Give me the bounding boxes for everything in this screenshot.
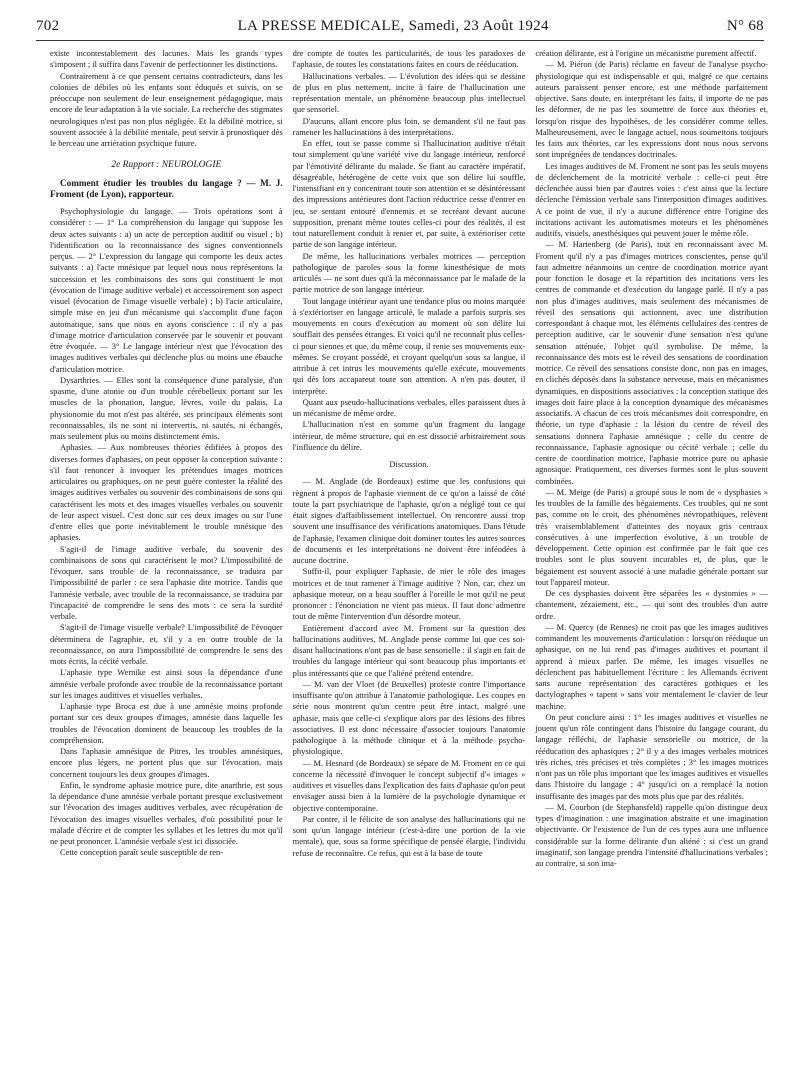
paragraph: Cette conception paraît seule susceptible de ren- [60,847,224,858]
journal-title: LA PRESSE MEDICALE, Samedi, 23 Août 1924 [237,18,549,34]
paragraph: — M. van der Vloet (de Bruxelles) proteste contre l'importance insuffisante qu'on attribue à l'anatomie pathologique. Les coupes en série nous montrent qu'un centre peut être intact, malgré une aphasie, mais que celle-ci s'explique alors par des lésions des fibres associatives. Il est donc nécessaire d'associer toujours l'anatomie pathologique à la méthode clinique et à la méthode psycho-physiologique. [292,678,526,757]
issue-number: N° 68 [726,18,764,34]
paragraph: — M. Hesnard (de Bordeaux) se sépare de M. Froment en ce qui concerne la nécessité d'invoquer le concept subjectif d'« images » auditives et visuelles dans l'explication des faits d'aphasie qu'on peut envisager aussi bien à la lumière de la psychologie dynamique et objective contemporaine. [292,757,526,813]
paragraph: De même, les hallucinations verbales motrices — perception pathologique de paroles sous la forme kinesthésique de mots articulés — ne sont dues qu'à la méconnaissance par le malade de la partie motrice de son langage intérieur. [292,250,526,295]
paragraph: — M. Meige (de Paris) a groupé sous le nom de « dysphasies » les troubles de la famille des bégaiements. Ces troubles, qui ne sont pas, comme on le croit, des phénomènes névropathiques, relèvent très vraisemblablement d'atteintes des noyaux gris centraux consécutives à une imperfection évolutive, à un trouble de développement. Cette opinion est confirmée par le fait que ces troubles sont le plus souvent incurables et, de plus, que le bégaiement est souvent associé à une maladie générale portant sur tout l'appareil moteur. [535,486,768,587]
paragraph: S'agit-il de l'image auditive verbale, du souvenir des combinaisons de sons qui caractérisent le mot? L'impossibilité de l'évoquer, sans trouble de la reconnaissance, se traduira par l'impossibilité de parler : ce sera l'aphasie dite motrice. Tandis que l'amnésie verbale, avec trouble de la reconnaissance, se traduira par l'incapacité de comprendre le sens des mots : ce sera la surdité verbale. [50,543,283,621]
paragraph: S'agit-il de l'image visuelle verbale? L'impossibilité de l'évoquer déterminera de l'agraphie, et, s'il y a en outre trouble de la reconnaissance, on aura l'impossibilité de comprendre le sens des mots écrits, la cécité verbale. [50,622,283,666]
paragraph: On peut conclure ainsi : 1° les images auditives et visuelles ne jouent qu'un rôle contingent dans l'histoire du langage courant, du langage réfléchi, de l'aphasie sensorielle ou motrice, de la rééducation des aphasiques ; 2° il y a des images verbales motrices très riches, très précises et très complètes ; 3° les images motrices n'ont pas un rôle plus important que les images auditives et visuelles dans l'histoire du langage ; 4° jusqu'ici on a remplacé la notion insuffisante des images par des mots plus que par des réalités. [535,711,768,801]
column-2 [293,48,526,1072]
paragraph: De ces dysphasies doivent être séparées les « dystomies » — chantement, zézaiement, etc., — qui sont des troubles d'un autre ordre. [535,588,768,621]
paragraph: — M. Piéron (de Paris) réclame en faveur de l'analyse psycho-physiologique qui est indispensable et qui, malgré ce que certains auteurs paraissent penser encore, est une méthode parfaitement objective. Sans doute, en interprétant les faits, il importe de ne pas les déformer, de ne pas les soumettre de force aux théories et, lorsqu'on risque des hypothèses, de les considérer comme telles. Malheureusement, avec le langage actuel, nous soumettons toujours les faits aux théories, car les expressions dont nous nous servons sont imprégnées de tendances doctrinales. [535,59,768,160]
section-heading: 2e Rapport : NEUROLOGIE [111,160,222,171]
paragraph: Aphasies. — Aux nombreuses théories édifiées à propos des diverses formes d'aphasies, on peut opposer la conception suivante : s'il faut renoncer à invoquer les prétendues images motrices articulaires ou graphiques, on ne peut guère contester la réalité des images auditives verbales ou souvenir des combinaisons de sons qui caractérisent les mots et des images visuelles verbales ou souvenir de leur aspect visuel. C'est donc sur ces deux images ou sur l'une d'entre elles que porte inévitablement le trouble mnésique des aphasies. [50,442,283,543]
paragraph: — M. Hartenberg (de Paris), tout en reconnaissant avec M. Froment qu'il n'y a pas d'images motrices conscientes, pense qu'il faut admettre néanmoins un centre de coordination motrice ayant pour fonction le dosage et la répartition des incitations vers les centres de commande et d'exécution du langage parlé. Il n'y a pas non plus d'images auditives, mais seulement des mécanismes de réveil des sensations qui actionnent, avec une distribution correspondant à chaque mot, les éléments cellulaires des centres de perception auditive, car le souvenir d'une sensation n'est qu'une sensation atténuée, l'objet qu'il symbolise. De même, la reconnaissance des mots est le réveil des sensations de coordination motrice. Ce réveil des sensations consiste donc, non pas en images, en clichés déposés dans la substance nerveuse, mais en mécanismes dynamiques, en dispositions associatives : la conception statique des images doit faire place à la conception dynamique des mécanismes associatifs. A chacun de ces trois mécanismes doit correspondre, en théorie, un type d'aphasie : la lésion du centre de réveil des sensations donnera l'aphasie amnésique ; celle du centre de reconnaissance, l'aphasie agnosique ou cécité verbale ; celle du centre de coordination motrice, l'aphasie motrice pure ou aphasie agnosique. Pratiquement, ces diverses formes sont le plus souvent combinées. [535,239,768,486]
paragraph: — M. Courbon (de Stephansfeld) rappelle qu'on distingue deux types d'imagination : une imagination abstraite et une imagination objectivante. Or l'existence de l'un de ces types aura une influence considérable sur la forme délirante d'un aliéné : si c'est un grand imaginatif, son langage prendra l'intensité d'hallucinations verbales ; au contraire, si son ima- [535,801,768,868]
paragraph: D'aucuns, allant encore plus loin, se demandent s'il ne faut pas ramener les hallucinations à des interprétations. [292,115,526,137]
page-number: 702 [36,18,60,34]
report-title: Comment étudier les troubles du langage ? — M. J. Froment (de Lyon), rapporteur. [50,177,283,199]
paragraph: Hallucinations verbales. — L'évolution des idées qui se dessine de plus en plus nettement, incite à faire de l'hallucination une représentation mentale, un phénomène beaucoup plus intellectuel que sensoriel. [292,70,526,115]
column-3 [535,48,768,1072]
paragraph: — M. Quercy (de Rennes) ne croit pas que les images auditives commandent les mouvements d'articulation : lorsqu'on rééduque un aphasique, on ne lui rend pas d'images auditives et pourtant il apprend à mieux parler. De même, les images visuelles ne déclenchent pas habituellement l'écriture : les Allemands écrivent sans aucune représentation des caractères gothiques et les dactylographes « tapent » sans voir mentalement le clavier de leur machine. [535,621,768,711]
paragraph: Tout langage intérieur ayant une tendance plus ou moins marquée à s'extérioriser en langage articulé, le malade a parfois surpris ses mouvements en cours d'exécution au moment où son délire lui soufflait des pensées étranges. Et voici qu'il ne reconnaît plus celles-ci pour siennes et que, du même coup, il renie ses mouvements eux-mêmes. Se croyant possédé, et croyant quelqu'un sous sa langue, il attribue à cet intrus les mouvements qu'elle exécute, mouvements qui dès lors accapareut toute son attention. A n'en pas douter, il interprète. [292,295,526,396]
paragraph: Dysarthries. — Elles sont la conséquence d'une paralysie, d'un spasme, d'une atonie ou d'un trouble cérébelleux portant sur les muscles de la phonation, langue, lèvres, voile du palais, La physionomie du mot n'est pas altérée, ses principaux éléments sont reconnaissables, ils ne sont ni intervertis, ni sautés, ni échangés, mais seulement plus ou moins distinctement émis. [50,374,283,441]
column-1 [50,48,283,1072]
paragraph: L'hallucination n'est en somme qu'un fragment du langage intérieur, de même structure, qui en est dissocié arbitrairement sous l'influence du délire. [292,419,526,452]
paragraph: L'aphasie type Wernike est ainsi sous la dépendance d'une amnésie verbale profonde avec trouble de la reconnaissance portant sur les images auditives et visuelles verbales. [50,667,283,700]
discussion-heading: Discussion. [389,459,429,469]
paragraph: En effet, tout se passe comme si l'hallucination auditive n'était tout simplement qu'une variété vive du langage intérieur, renforcé par l'émotivité délirante du malade. Se fiant au caractère impératif, désagréable, hétérogène de cette voix que son délire lui souffle, l'intensifiant en y concentrant toute son attention et se désintéressant des impressions antérieures dont l'action réductrice cesse d'entrer en jeu, se sentant entouré d'ennemis et se recréant devant aucune supposition, prenant même toutes celles-ci pour des réalités, il est tout naturellement conduit à renier et, par suite, à extérioriser cette partie de son langage intérieur. [292,138,526,250]
paragraph: Dans l'aphasie amnésique de Pitres, les troubles amnésiques, encore plus légers, ne portent plus que sur l'évocation, mais concernent toujours les deux groupes d'images. [50,746,283,779]
paragraph: dre compte de toutes les particularités, de tous les paradoxes de l'aphasie, de toutes les constatations faites en cours de rééducation. [292,48,526,70]
paragraph: Contrairement à ce que pensent certains contradicteurs, dans les colonies de débiles où les enfants sont éduqués et suivis, on se préoccupe non seulement de leur enseignement pédagogique, mais encore de leur adaptation à la vie sociale. La recherche des stigmates neurologiques n'est pas non plus négligée. Et la débilité motrice, si souvent associée à la débilité mentale, peut servir à pronostiquer dès le berceau une arriération psychique future. [50,70,283,148]
paragraph: Par contre, il le félicite de son analyse des hallucinations qui ne sont qu'un langage intérieur (c'est-à-dire une portion de la vie mentale), que, sous sa forme spécifique de pensée élargie, l'individu refuse de reconnaître. Ce refus, qui est à la base de toute [292,813,526,858]
paragraph: Suffit-il, pour expliquer l'aphasie, de nier le rôle des images motrices et de tout ramener à l'image auditive ? Non, car, chez un aphasique moteur, on a beau souffler à l'oreille le mot qu'il ne peut prononcer : l'énonciation ne vient pas mieux. Il faut donc admettre tout de même l'intervention d'un désordre moteur. [292,566,526,622]
article-columns [50,48,768,1072]
paragraph: Enfin, le syndrome aphasie motrice pure, dite anarthrie, est sous la dépendance d'une amnésie verbale portant presque exclusivement sur l'évocation des images auditives verbales, avec récupération de l'évocation des images visuelles verbales, d'où possibilité pour le malade d'écrire et de compter les syllabes et les lettres du mot qu'il ne peut prononcer. L'amnésie verbale s'est ici dissociée. [50,779,283,846]
paragraph: L'aphasie type Broca est due à une amnésie moins profonde portant sur ces deux groupes d'images, amnésie dans laquelle les troubles de l'évocation dominent de beaucoup les troubles de la compréhension. [50,701,283,745]
paragraph: Psychophysiologie du langage. — Trois opérations sont à considérer : — 1° La compréhension du langage qui suppose les deux actes suivants : a) un acte de perception auditif ou visuel ; b) l'identification ou la reconnaissance des signes conventionnels perçus. — 2° L'expression du langage qui comporte les deux actes suivants : a) l'acte mnésique par lequel nous nous représentons la succession et les combinaisons des sons qui constituent le mot (évocation de l'image auditive verbale) et accessoirement son aspect visuel (évocation de l'image visuelle verbale) ; b) l'acte articulaire, simple mise en jeu d'un mécanisme qui s'accomplit d'une façon automatique, sans que nous en ayons conscience : il n'y a pas d'image motrice d'articulation conservée par le souvenir et pouvant être évoquée. — 3° Le langage intérieur n'est que l'évocation des images auditives verbales qui déclenche plus ou moins une ébauche d'articulation motrice. [50,206,283,374]
paragraph: Quant aux pseudo-hallucinations verbales, elles paraissent dues à un mécanisme de même ordre. [292,396,526,418]
paragraph: existe incontestablement des lacunes. Mais les grands types s'imposent ; il suffira dans l'avenir de perfectionner les distinctions. [50,48,283,70]
paragraph: Les images auditives de M. Froment ne sont pas les seuls moyens de déclenchement de la motricité verbale : celle-ci peut être déclenchée aussi bien par d'autres voies : c'est ainsi que la lecture déclenche l'émission verbale sans l'interposition d'images auditives. A ce point de vue, il n'y a aucune différence entre l'origine des incitations activant les automatismes moteurs et les phénomènes auditifs, visuels, anesthésiques qui peuvent jouer le même rôle. [535,160,768,238]
running-header [36,18,764,40]
paragraph: — M. Anglade (de Bordeaux) estime que les confusions qui règnent à propos de l'aphasie viennent de ce qu'on a laissé de côté toute la part psychiatrique de l'aphasie, qu'on a négligé tout ce qui était signes d'affaiblissement intellectuel. On rencontre aussi trop souvent une insuffisance des vérifications anatomiques. Dans l'étude de l'aphasie, l'examen clinique doit dominer toutes les autres sources de documents et les interprétations ne doivent être inféodées à aucune doctrine. [292,476,526,565]
header-rule [36,40,764,41]
paragraph: création délirante, est à l'origine un mécanisme purement affectif. [535,48,757,58]
paragraph: Entièrement d'accord avec M. Froment sur la question des hallucinations auditives, M. Anglade pense comme lui que ces soi-disant hallucinations n'ont pas de base sensorielle : il s'agit en fait de troubles du langage intérieur qui sont beaucoup plus importants et plus intéressants que ce que l'aliéné prétend entendre. [292,622,526,678]
